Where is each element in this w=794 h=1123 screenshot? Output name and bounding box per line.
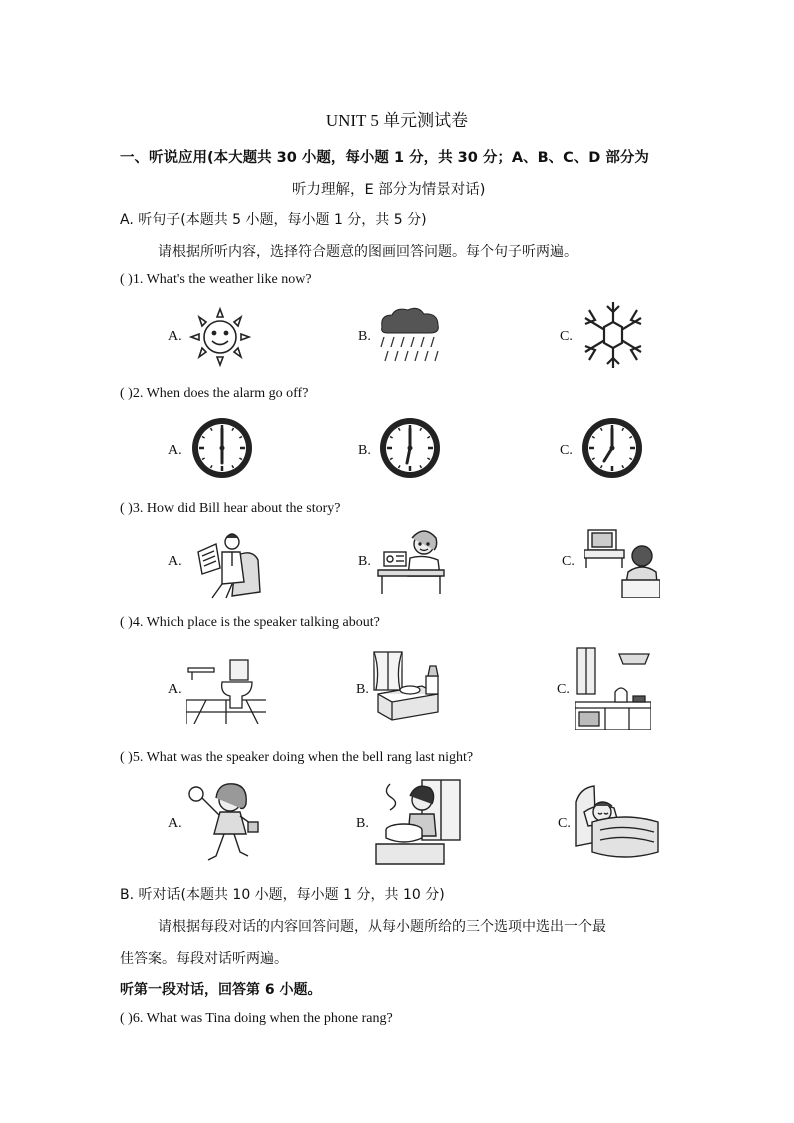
question-text: 2. When does the alarm go off? [132, 386, 309, 401]
question-text: 3. How did Bill hear about the story? [132, 501, 341, 516]
part1-heading-line2: 听力理解，E 部分为情景对话) [292, 182, 486, 198]
option-label: B. [356, 816, 369, 831]
question-text: 6. What was Tina doing when the phone rang? [132, 1011, 393, 1026]
sectionB-instruction-line2: 佳答案。每段对话听两遍。 [120, 951, 288, 967]
option-label: A. [168, 816, 182, 831]
question-text: 4. Which place is the speaker talking about? [132, 615, 380, 630]
option-label: A. [168, 682, 182, 697]
question-3 [120, 501, 340, 517]
rain-cloud-icon [376, 307, 444, 367]
man-reading-newspaper-icon [192, 526, 264, 600]
girl-dancing-icon [186, 780, 262, 864]
option-label: A. [168, 329, 182, 344]
page-title: UNIT 5 单元测试卷 [325, 111, 469, 130]
answer-bracket[interactable]: ( ) [120, 750, 133, 765]
bedroom-bed-icon [372, 650, 444, 726]
option-label: B. [358, 329, 371, 344]
question-1 [120, 272, 312, 288]
answer-bracket[interactable]: ( ) [120, 501, 133, 516]
question-text: 5. What was the speaker doing when the bell rang last night? [132, 750, 474, 765]
question-text: 1. What's the weather like now? [132, 272, 312, 287]
clock-icon [378, 416, 442, 480]
option-label: A. [168, 554, 182, 569]
question-2 [120, 386, 308, 402]
option-label: A. [168, 443, 182, 458]
sectionB-heading: B. 听对话(本题共 10 小题，每小题 1 分，共 10 分) [120, 887, 445, 903]
sectionA-heading: A. 听句子(本题共 5 小题，每小题 1 分，共 5 分) [120, 212, 427, 228]
sectionB-instruction-line1: 请根据每段对话的内容回答问题，从每小题所给的三个选项中选出一个最 [158, 919, 606, 935]
option-label: C. [558, 816, 571, 831]
answer-bracket[interactable]: ( ) [120, 1011, 133, 1026]
girl-cooking-icon [372, 778, 462, 868]
clock-icon [190, 416, 254, 480]
clock-icon [580, 416, 644, 480]
question-4 [120, 615, 380, 631]
question-5 [120, 750, 473, 766]
dialog1-instruction: 听第一段对话，回答第 6 小题。 [120, 982, 322, 998]
person-listening-radio-icon [376, 526, 448, 596]
option-label: B. [358, 443, 371, 458]
answer-bracket[interactable]: ( ) [120, 615, 133, 630]
bathroom-toilet-icon [186, 654, 266, 724]
sectionA-instruction: 请根据所听内容，选择符合题意的图画回答问题。每个句子听两遍。 [158, 244, 578, 260]
option-label: B. [358, 554, 371, 569]
girl-sleeping-icon [574, 782, 660, 864]
answer-bracket[interactable]: ( ) [120, 272, 133, 287]
option-label: B. [356, 682, 369, 697]
part1-heading-line1: 一、听说应用(本大题共 30 小题，每小题 1 分，共 30 分；A、B、C、D 部分为 [120, 150, 649, 166]
sun-icon [185, 305, 255, 369]
kitchen-icon [575, 646, 651, 730]
answer-bracket[interactable]: ( ) [120, 386, 133, 401]
snowflake-icon [581, 298, 645, 372]
question-6 [120, 1011, 393, 1027]
option-label: C. [557, 682, 570, 697]
option-label: C. [562, 554, 575, 569]
option-label: C. [560, 443, 573, 458]
option-label: C. [560, 329, 573, 344]
person-watching-tv-icon [584, 528, 660, 598]
